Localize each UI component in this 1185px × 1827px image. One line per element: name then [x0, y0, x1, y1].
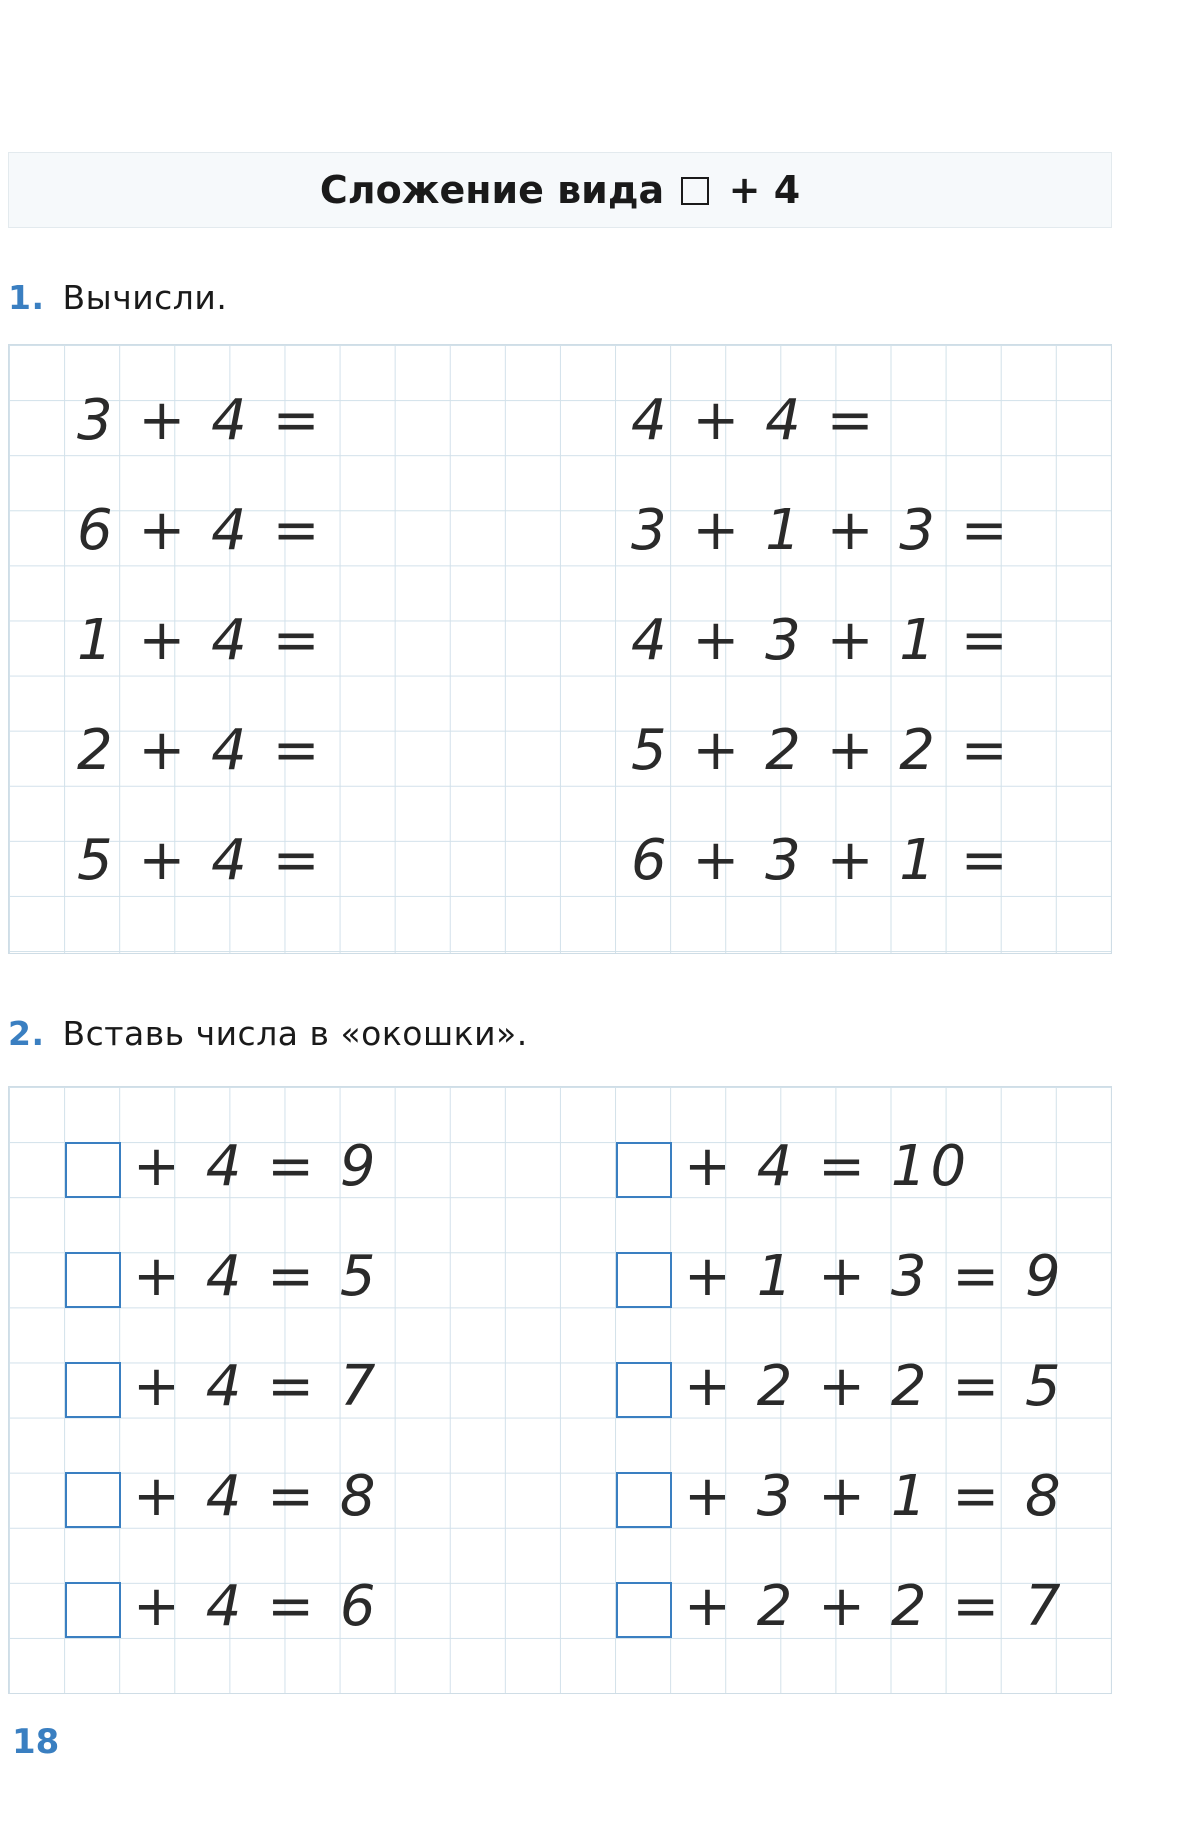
- task-1-right-equation-4: 5 + 2 + 2 =: [631, 718, 1012, 783]
- answer-box[interactable]: [616, 1582, 672, 1638]
- answer-box[interactable]: [65, 1582, 121, 1638]
- title-suffix: + 4: [728, 168, 801, 212]
- task-2-number: 2.: [8, 1014, 45, 1053]
- task-1-right-equation-5: 6 + 3 + 1 =: [631, 828, 1012, 893]
- task-2-instruction: Вставь числа в «окошки».: [62, 1014, 528, 1053]
- task-2-left-equation-4: + 4 = 8: [133, 1464, 380, 1529]
- task-2-heading: [8, 1014, 528, 1053]
- task-1-right-equation-2: 3 + 1 + 3 =: [631, 498, 1012, 563]
- answer-box[interactable]: [616, 1252, 672, 1308]
- task-1-left-equation-1: 3 + 4 =: [77, 388, 324, 453]
- answer-box[interactable]: [65, 1362, 121, 1418]
- task-1-left-equation-3: 1 + 4 =: [77, 608, 324, 673]
- answer-box[interactable]: [65, 1472, 121, 1528]
- task-1-right-equation-1: 4 + 4 =: [631, 388, 878, 453]
- task-2-left-equation-2: + 4 = 5: [133, 1244, 380, 1309]
- task-2-right-equation-5: + 2 + 2 = 7: [684, 1574, 1065, 1639]
- task-1-number: 1.: [8, 278, 45, 317]
- answer-box[interactable]: [616, 1362, 672, 1418]
- page-number: 18: [12, 1722, 60, 1762]
- task-2-right-equation-4: + 3 + 1 = 8: [684, 1464, 1065, 1529]
- task-1-left-equation-5: 5 + 4 =: [77, 828, 324, 893]
- task-1-right-equation-3: 4 + 3 + 1 =: [631, 608, 1012, 673]
- empty-box-icon: [681, 177, 709, 205]
- task-2-left-equation-5: + 4 = 6: [133, 1574, 380, 1639]
- task-1-grid: [8, 344, 1112, 954]
- task-1-left-equation-2: 6 + 4 =: [77, 498, 324, 563]
- page-title: [9, 153, 1111, 227]
- task-1-instruction: Вычисли.: [62, 278, 228, 317]
- title-bar: [8, 152, 1112, 228]
- answer-box[interactable]: [616, 1472, 672, 1528]
- task-2-grid: [8, 1086, 1112, 1694]
- task-2-right-equation-3: + 2 + 2 = 5: [684, 1354, 1065, 1419]
- answer-box[interactable]: [65, 1142, 121, 1198]
- task-2-right-equation-2: + 1 + 3 = 9: [684, 1244, 1065, 1309]
- task-1-left-equation-4: 2 + 4 =: [77, 718, 324, 783]
- title-text: Сложение вида: [319, 168, 665, 212]
- task-2-left-equation-1: + 4 = 9: [133, 1134, 380, 1199]
- answer-box[interactable]: [616, 1142, 672, 1198]
- task-1-heading: [8, 278, 227, 317]
- answer-box[interactable]: [65, 1252, 121, 1308]
- task-2-left-equation-3: + 4 = 7: [133, 1354, 380, 1419]
- task-2-right-equation-1: + 4 = 10: [684, 1134, 971, 1199]
